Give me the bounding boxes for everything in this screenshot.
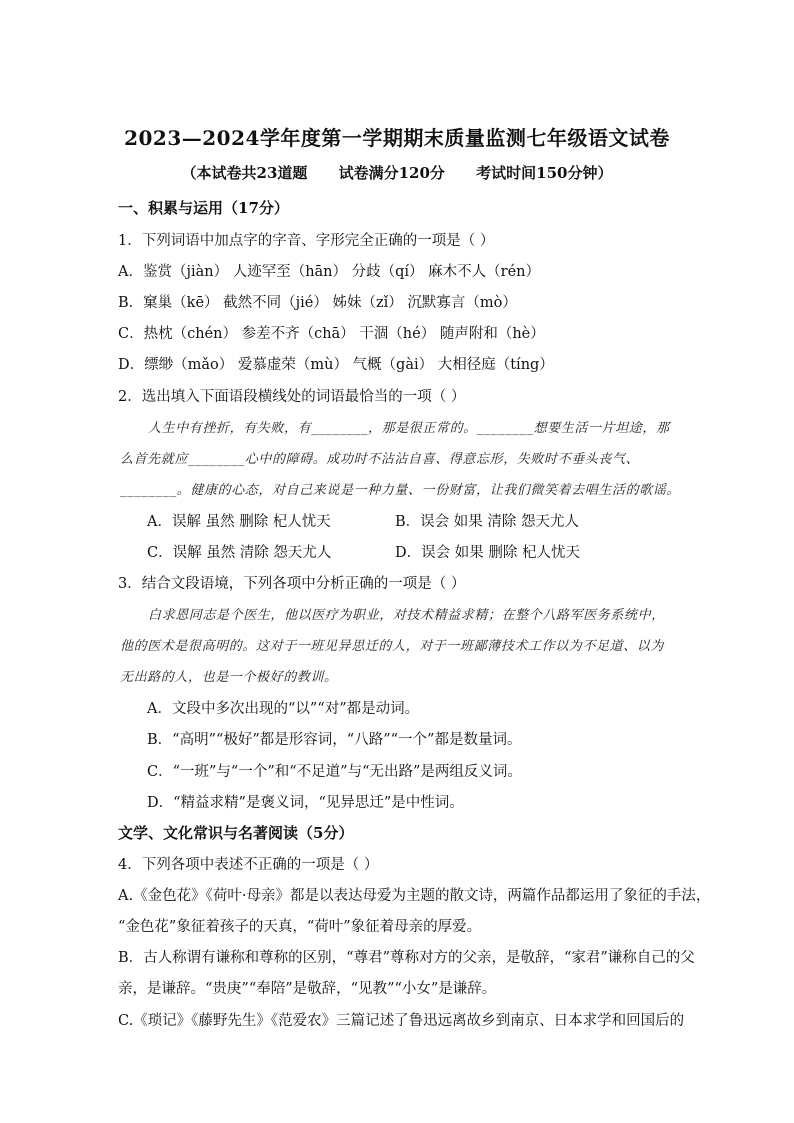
question-2-passage-line: ________。健康的心态，对自己来说是一种力量、一份财富，让我们微笑着去唱生活的歌谣。 bbox=[120, 483, 681, 498]
question-4-option-a: A.《金色花》《荷叶·母亲》都是以表达母爱为主题的散文诗，两篇作品都运用了象征的手法， bbox=[118, 888, 711, 904]
question-3-option-c: C．“一班”与“一个”和“不足道”与“无出路”是两组反义词。 bbox=[147, 764, 522, 780]
question-3-option-b: B．“高明”“极好”都是形容词，“八路”“一个”都是数量词。 bbox=[147, 732, 522, 748]
question-1-stem: 1．下列词语中加点字的字音、字形完全正确的一项是（ ） bbox=[118, 233, 495, 249]
question-2-option-a: A．误解 虽然 删除 杞人忧天 bbox=[147, 514, 331, 530]
question-2-options-row bbox=[147, 541, 580, 562]
question-1-option-d: D．缥缈（mǎo） 爱慕虚荣（mù） 气概（gài） 大相径庭（tíng） bbox=[118, 357, 554, 373]
question-1-option-a: A．鉴赏（jiàn） 人迹罕至（hān） 分歧（qí） 麻木不人（rén） bbox=[118, 264, 541, 280]
section-heading: 一、积累与运用（17分） bbox=[118, 199, 289, 217]
question-2-option-d: D．误会 如果 删除 杞人忧天 bbox=[395, 545, 580, 561]
question-2-option-b: B．误会 如果 清除 怨天尤人 bbox=[395, 514, 579, 530]
question-3-passage-line: 他的医术是很高明的。这对于一班见异思迁的人，对于一班鄙薄技术工作以为不足道、以为 bbox=[120, 639, 665, 654]
question-4-option-a-cont: “金色花”象征着孩子的天真，“荷叶”象征着母亲的厚爱。 bbox=[118, 919, 482, 935]
section-heading: 文学、文化常识与名著阅读（5分） bbox=[118, 824, 354, 842]
question-2-option-c: C．误解 虽然 清除 怨天尤人 bbox=[147, 545, 332, 561]
question-3-passage-line: 白求恩同志是个医生，他以医疗为职业，对技术精益求精；在整个八路军医务系统中， bbox=[148, 608, 665, 623]
exam-info bbox=[0, 162, 794, 183]
question-2-passage-line: 么首先就应________心中的障碍。成功时不沾沾自喜、得意忘形，失败时不垂头丧气、 bbox=[120, 452, 640, 467]
exam-time: 考试时间150分钟） bbox=[476, 164, 613, 182]
page-title: 2023—2024学年度第一学期期末质量监测七年级语文试卷 bbox=[124, 126, 670, 150]
question-4-option-c: C.《琐记》《藤野先生》《范爱农》三篇记述了鲁迅远离故乡到南京、日本求学和回国后的 bbox=[118, 1013, 685, 1029]
question-1-option-b: B．窠巢（kē） 截然不同（jié） 姊妹（zǐ） 沉默寡言（mò） bbox=[118, 295, 517, 311]
question-count: （本试卷共23道题 bbox=[181, 164, 308, 182]
question-1-option-c: C．热枕（chén） 参差不齐（chā） 干涸（hé） 随声附和（hè） bbox=[118, 326, 545, 342]
question-4-option-b-cont: 亲，是谦辞。“贵庚”“奉陪”是敬辞，“见教”“小女”是谦辞。 bbox=[118, 981, 497, 997]
question-4-option-b: B．古人称谓有谦称和尊称的区别，“尊君”尊称对方的父亲，是敬辞，“家君”谦称自己的父 bbox=[118, 950, 695, 966]
question-4-stem: 4．下列各项中表述不正确的一项是（ ） bbox=[118, 857, 379, 873]
question-2-options-row bbox=[147, 510, 579, 531]
full-score: 试卷满分120分 bbox=[338, 164, 445, 182]
question-2-passage-line: 人生中有挫折，有失败，有________，那是很正常的。________想要生活一片坦途，那 bbox=[148, 421, 670, 436]
question-3-stem: 3．结合文段语境，下列各项中分析正确的一项是（ ） bbox=[118, 576, 466, 592]
question-2-stem: 2．选出填入下面语段横线处的词语最恰当的一项（ ） bbox=[118, 389, 466, 405]
question-3-option-a: A．文段中多次出现的“以”“对”都是动词。 bbox=[147, 701, 420, 717]
question-3-option-d: D．“精益求精”是褒义词，“见异思迁”是中性词。 bbox=[147, 795, 464, 811]
question-3-passage-line: 无出路的人，也是一个极好的教训。 bbox=[120, 670, 338, 685]
